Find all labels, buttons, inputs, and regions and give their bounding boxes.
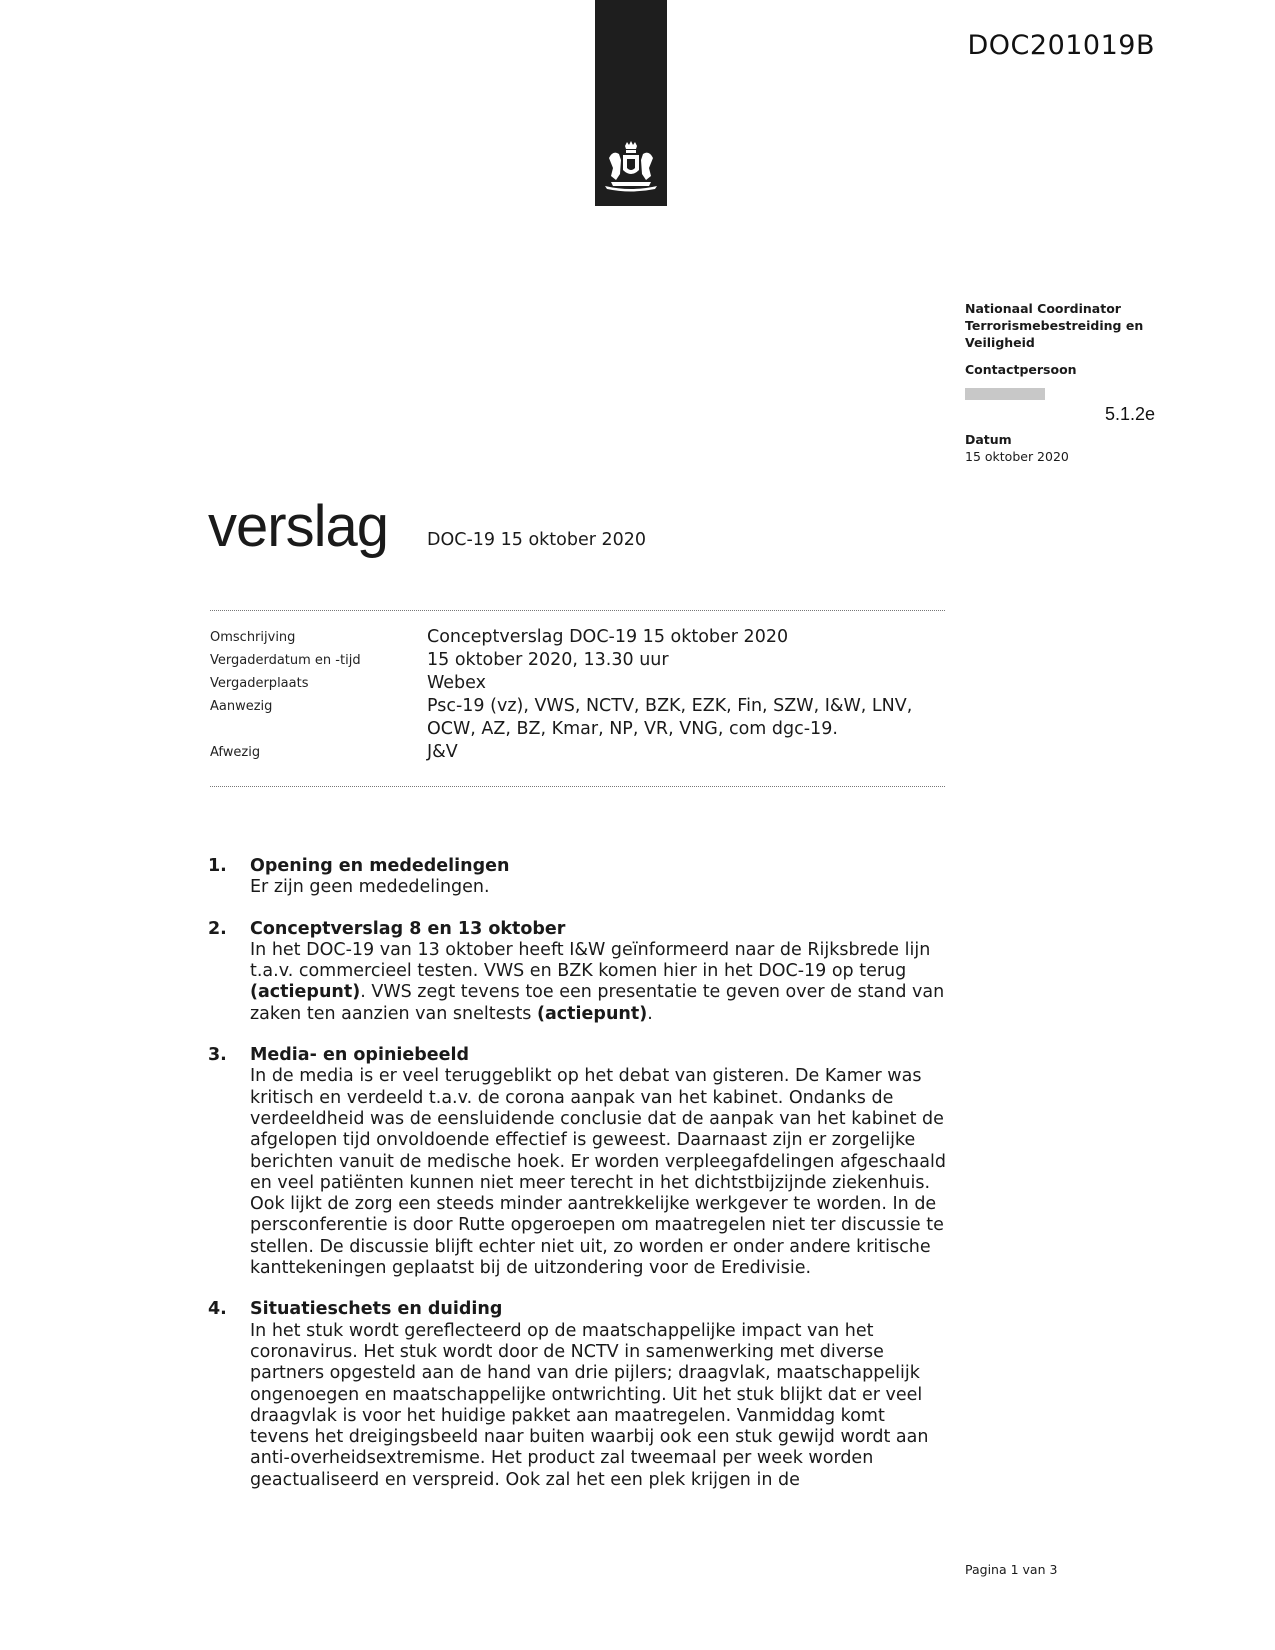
meta-label: Aanwezig — [210, 699, 273, 714]
meta-value: J&V — [427, 742, 458, 762]
item-number: 1. — [208, 856, 227, 876]
document-id: DOC201019B — [967, 30, 1155, 61]
item-title: Opening en mededelingen — [250, 856, 510, 876]
meta-row — [210, 741, 950, 764]
document-title: verslag — [208, 494, 388, 559]
meta-row — [210, 695, 950, 741]
divider-top — [210, 610, 945, 611]
agenda-item — [208, 919, 948, 1025]
agenda-item — [208, 1299, 948, 1491]
action-point-label: (actiepunt) — [537, 1003, 648, 1024]
item-title: Situatieschets en duiding — [250, 1299, 503, 1320]
meta-value: 15 oktober 2020, 13.30 uur — [427, 650, 669, 670]
item-title: Conceptverslag 8 en 13 oktober — [250, 918, 566, 939]
meta-value: Webex — [427, 673, 486, 693]
redaction-code: 5.1.2e — [1104, 404, 1155, 424]
redaction-bar — [965, 388, 1045, 400]
item-text: In het stuk wordt gereflecteerd op de maatschappelijke impact van het coronavirus. Het stuk wordt door de NCTV in samenwerking met diverse partners opgesteld aan de hand van drie pijlers; draagvlak, maatschappelijk ongenoegen en maatschappelijke ontwrichting. Uit het stuk blijkt dat er veel draagvlak is voor het huidige pakket aan maatregelen. Vanmiddag komt tevens het dreigingsbeeld naar buiten waarbij ook een stuk gewijd wordt aan anti-overheidsextremisme. Het product zal tweemaal per week worden geactualiseerd en verspreid. Ook zal het een plek krijgen in de — [250, 1320, 929, 1490]
meta-row — [210, 626, 950, 649]
item-text-part: . — [647, 1003, 653, 1024]
government-logo-bar — [595, 0, 667, 206]
org-name-line: Nationaal Coordinator — [965, 301, 1121, 316]
item-text — [250, 940, 948, 1025]
item-text-part: In het DOC-19 van 13 oktober heeft I&W geïnformeerd naar de Rijksbrede lijn t.a.v. commercieel testen. VWS en BZK komen hier in het DOC-19 op terug — [250, 939, 931, 982]
meta-row — [210, 649, 950, 672]
org-name-line: Veiligheid — [965, 335, 1035, 350]
item-text: In de media is er veel teruggeblikt op het debat van gisteren. De Kamer was kritisch en verdeeld t.a.v. de corona aanpak van het kabinet. Ondanks de verdeeldheid was de eensluidende conclusie dat de aanpak van het kabinet de afgelopen tijd onvoldoende effectief is geweest. Daarnaast zijn er zorgelijke berichten vanuit de medische hoek. Er worden verpleegafdelingen afgeschaald en veel patiënten kunnen niet meer terecht in het dichtstbijzijnde ziekenhuis. Ook lijkt de zorg een steeds minder aantrekkelijke werkgever te worden. In de persconferentie is door Rutte opgeroepen om maatregelen niet ter discussie te stellen. De discussie blijft echter niet uit, zo worden er onder andere kritische kanttekeningen geplaatst bij de uitzondering voor de Eredivisie. — [250, 1066, 946, 1279]
meta-value: Conceptverslag DOC-19 15 oktober 2020 — [427, 627, 789, 647]
agenda-item — [208, 856, 948, 899]
meta-label: Vergaderplaats — [210, 676, 309, 691]
page-number: Pagina 1 van 3 — [965, 1562, 1058, 1577]
meeting-details — [210, 626, 950, 764]
item-text-part: . VWS zegt tevens toe een presentatie te geven over de stand van zaken ten aanzien van sneltests — [250, 982, 945, 1024]
contact-label: Contactpersoon — [965, 362, 1077, 377]
action-point-label: (actiepunt) — [250, 982, 361, 1003]
item-number: 3. — [208, 1045, 227, 1066]
item-text: Er zijn geen mededelingen. — [250, 877, 490, 898]
item-title: Media- en opiniebeeld — [250, 1045, 470, 1066]
document-subtitle: DOC-19 15 oktober 2020 — [427, 530, 647, 550]
date-label: Datum — [965, 432, 1012, 447]
meta-row — [210, 672, 950, 695]
sender-block — [965, 300, 1185, 465]
meta-value: Psc-19 (vz), VWS, NCTV, BZK, EZK, Fin, SZW, I&W, LNV, OCW, AZ, BZ, Kmar, NP, VR, VNG, com dgc-19. — [427, 696, 913, 739]
agenda-items — [208, 856, 948, 1511]
date-value: 15 oktober 2020 — [965, 449, 1069, 464]
org-name-line: Terrorismebestreiding en — [965, 318, 1144, 333]
item-number: 2. — [208, 918, 227, 939]
coat-of-arms-icon — [601, 140, 661, 192]
meta-label: Omschrijving — [210, 630, 296, 645]
meta-label: Vergaderdatum en -tijd — [210, 653, 361, 668]
divider-bottom — [210, 786, 945, 787]
item-number: 4. — [208, 1299, 227, 1320]
meta-label: Afwezig — [210, 745, 261, 760]
agenda-item — [208, 1045, 948, 1279]
